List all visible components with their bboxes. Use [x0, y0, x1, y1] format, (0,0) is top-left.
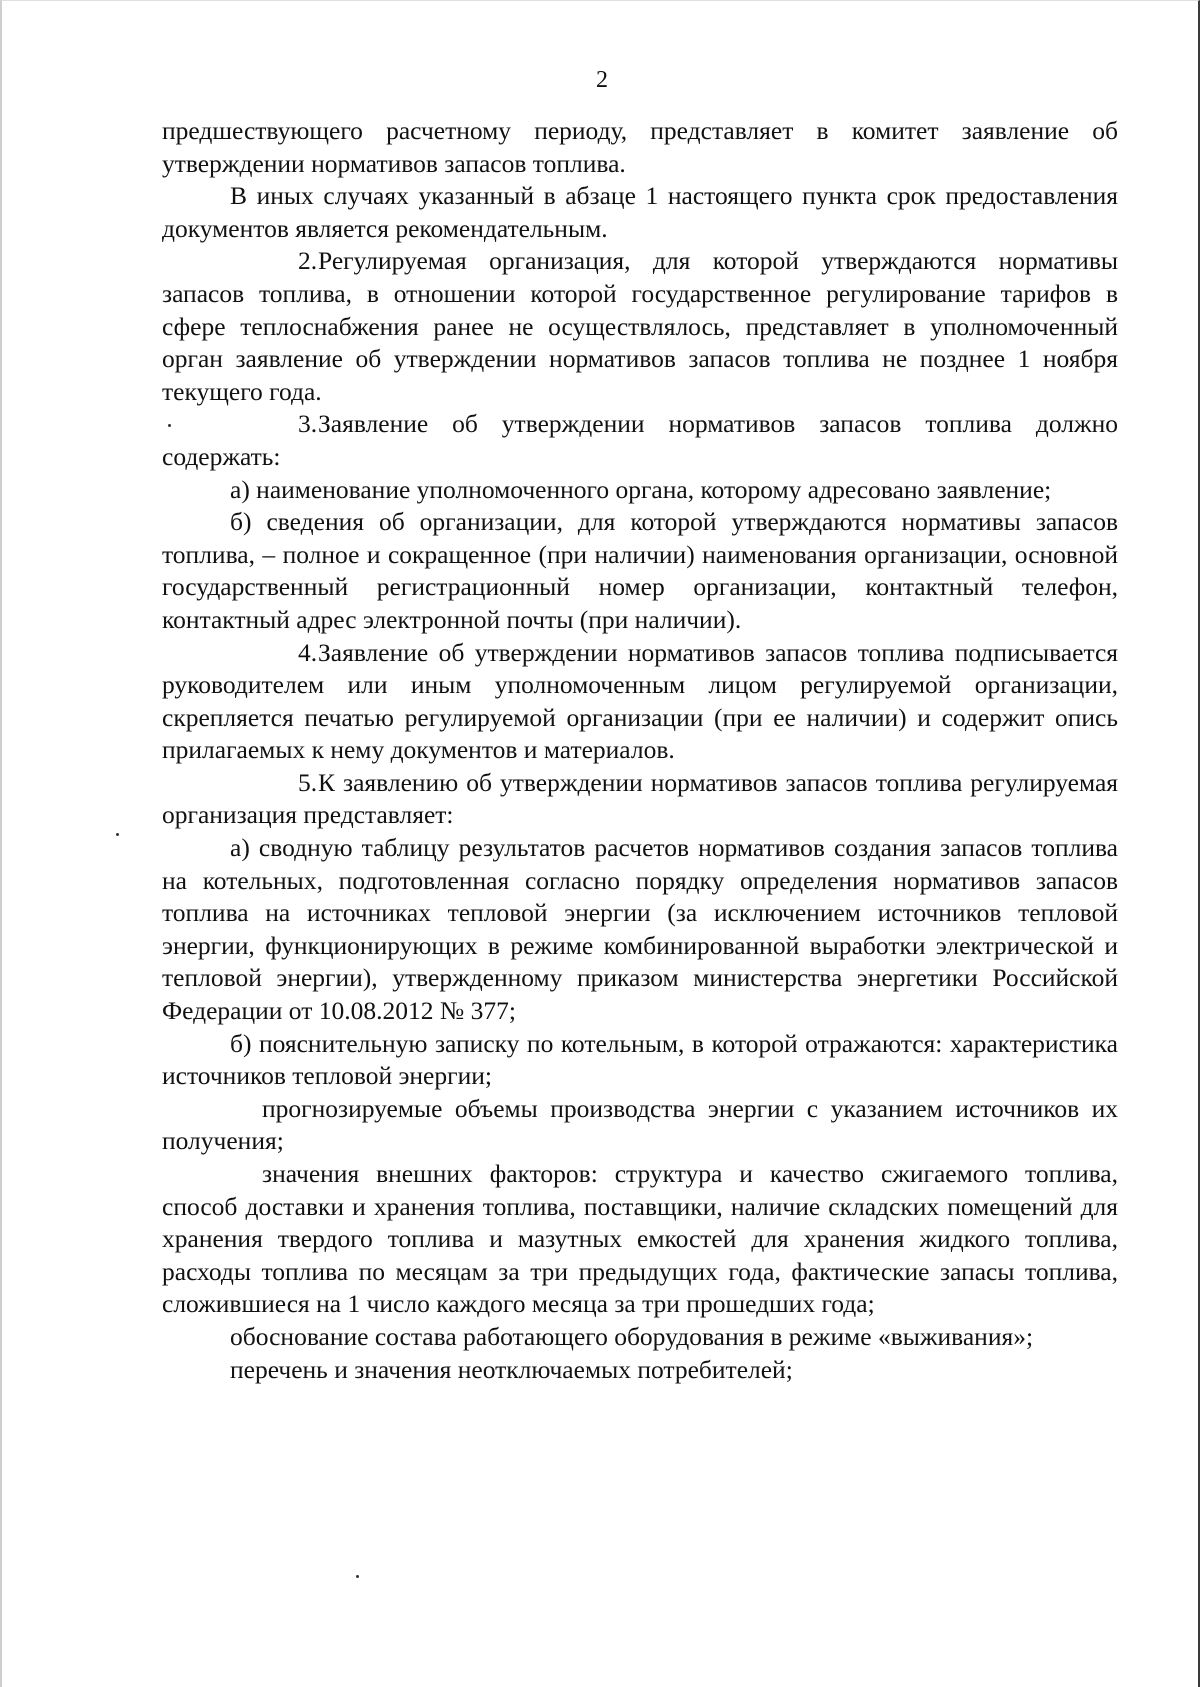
- scan-speck: [116, 833, 119, 836]
- item-number: 3.: [298, 409, 318, 439]
- paragraph-non-disconnectable-consumers: перечень и значения неотключаемых потребителей;: [230, 1354, 793, 1384]
- paragraph-item-3: 3.Заявление об утверждении нормативов запасов топлива должно содержать:: [162, 409, 1118, 471]
- scan-speck: [168, 424, 171, 427]
- item-number: 4.: [298, 637, 318, 667]
- paragraph-other-cases: В иных случаях указанный в абзаце 1 настоящего пункта срок предоставления документов является рекомендательным.: [162, 181, 1118, 243]
- paragraph-item-5: 5.К заявлению об утверждении нормативов запасов топлива регулируемая организация представляет:: [162, 767, 1118, 830]
- paragraph-forecast-volumes: прогнозируемые объемы производства энергии с указанием источников их получения;: [162, 1093, 1118, 1156]
- paragraph-item-3b: б) сведения об организации, для которой утверждаются нормативы запасов топлива, – полное и сокращенное (при наличии) наименования организации, основной государственный регистрационный номер организации, контактный телефон, контактный адрес электронной почты (при наличии).: [162, 507, 1118, 634]
- paragraph-external-factors: значения внешних факторов: структура и качество сжигаемого топлива, способ доставки и хранения топлива, поставщики, наличие складских помещений для хранения твердого топлива и мазутных емкостей для хранения жидкого топлива, расходы топлива по месяцам за три предыдущих года, фактические запасы топлива, сложившиеся на 1 число каждого месяца за три прошедших года;: [162, 1159, 1118, 1319]
- paragraph-survival-mode: обоснование состава работающего оборудования в режиме «выживания»;: [230, 1321, 1034, 1351]
- scan-speck: [356, 1575, 359, 1578]
- paragraph-item-5a: а) сводную таблицу результатов расчетов нормативов создания запасов топлива на котельных, подготовленная согласно порядку определения нормативов запасов топлива на источниках тепловой энергии (за исключением источников тепловой энергии, функционирующих в режиме комбинированной выработки электрической и тепловой энергии), утвержденному приказом министерства энергетики Российской Федерации от 10.08.2012 № 377;: [162, 833, 1118, 1026]
- page-number: 2: [596, 67, 608, 93]
- paragraph-item-5b: б) пояснительную записку по котельным, в которой отражаются: характеристика источников тепловой энергии;: [162, 1028, 1118, 1091]
- paragraph-item-3a: а) наименование уполномоченного органа, которому адресовано заявление;: [230, 474, 1052, 504]
- item-number: 2.: [298, 246, 318, 276]
- paragraph-continuation: предшествующего расчетному периоду, представляет в комитет заявление об утверждении нормативов запасов топлива.: [162, 116, 1118, 178]
- document-body: [162, 115, 1118, 1386]
- item-number: 5.: [298, 767, 318, 797]
- paragraph-item-4: 4.Заявление об утверждении нормативов запасов топлива подписывается руководителем или иным уполномоченным лицом регулируемой организации, скрепляется печатью регулируемой организации (при ее наличии) и содержит опись прилагаемых к нему документов и материалов.: [162, 637, 1118, 765]
- paragraph-item-2: 2.Регулируемая организация, для которой утверждаются нормативы запасов топлива, в отношении которой государственное регулирование тарифов в сфере теплоснабжения ранее не осуществлялось, представляет в уполномоченный орган заявление об утверждении нормативов запасов топлива не позднее 1 ноября текущего года.: [162, 246, 1118, 406]
